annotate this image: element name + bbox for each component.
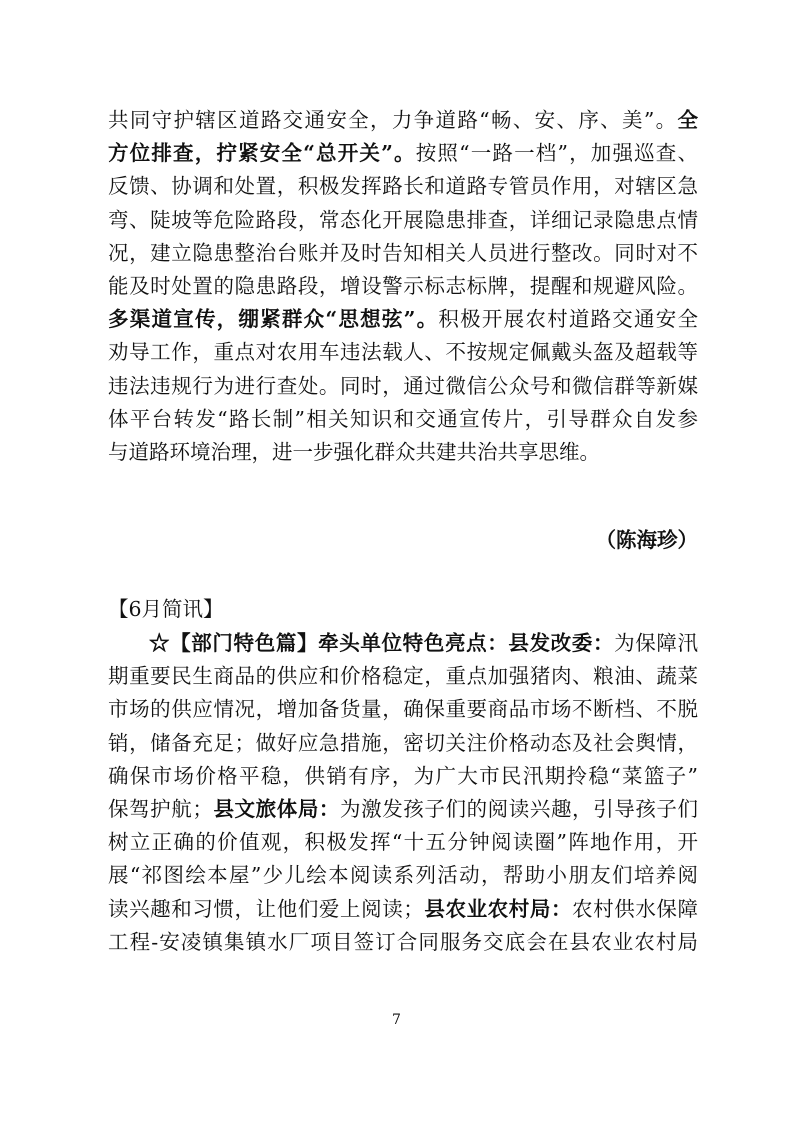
text-line: 多渠道宣传，绷紧群众“思想弦”。积极开展农村道路交通安全	[108, 307, 698, 332]
text-line: 违法违规行为进行查处。同时，通过微信公众号和微信群等新媒	[108, 373, 698, 398]
author-signature: （陈海珍）	[595, 528, 698, 552]
text-line: 确保市场价格平稳，供销有序，为广大市民汛期拎稳“菜篮子”	[108, 763, 698, 788]
text-line: 方位排查，拧紧安全“总开关”。按照“一路一档”，加强巡查、	[108, 141, 698, 166]
text-line: 期重要民生商品的供应和价格稳定，重点加强猪肉、粮油、蔬菜	[108, 664, 698, 689]
text-line: 与道路环境治理，进一步强化群众共建共治共享思维。	[108, 439, 600, 464]
text-line: 保驾护航；县文旅体局：为激发孩子们的阅读兴趣，引导孩子们	[108, 796, 698, 821]
text-line: 市场的供应情况，增加备货量，确保重要商品市场不断档、不脱	[108, 697, 698, 722]
text-line: ☆【部门特色篇】牵头单位特色亮点：县发改委：为保障汛	[149, 631, 698, 655]
text-line: 销，储备充足；做好应急措施，密切关注价格动态及社会舆情，	[108, 730, 698, 755]
text-line: 况，建立隐患整治台账并及时告知相关人员进行整改。同时对不	[108, 240, 698, 265]
text-line: 工程-安凌镇集镇水厂项目签订合同服务交底会在县农业农村局	[108, 929, 698, 954]
text-line: 弯、陡坡等危险路段，常态化开展隐患排查，详细记录隐患点情	[108, 207, 698, 232]
text-line: 共同守护辖区道路交通安全，力争道路“畅、安、序、美”。全	[108, 108, 698, 132]
text-line: 能及时处置的隐患路段，增设警示标志标牌，提醒和规避风险。	[108, 273, 698, 298]
section-title: 【6月简讯】	[108, 597, 224, 621]
text-line: 反馈、协调和处置，积极发挥路长和道路专管员作用，对辖区急	[108, 174, 698, 199]
paragraph-road-safety	[108, 104, 698, 469]
text-line: 树立正确的价值观，积极发挥“十五分钟阅读圈”阵地作用，开	[108, 830, 698, 855]
page-number: 7	[392, 1012, 401, 1028]
text-line: 劝导工作，重点对农用车违法载人、不按规定佩戴头盔及超载等	[108, 340, 698, 365]
text-line: 体平台转发“路长制”相关知识和交通宣传片，引导群众自发参	[108, 406, 698, 431]
text-line: 读兴趣和习惯，让他们爱上阅读；县农业农村局：农村供水保障	[108, 896, 698, 921]
text-line: 展“祁图绘本屋”少儿绘本阅读系列活动，帮助小朋友们培养阅	[108, 863, 698, 888]
paragraph-june-briefing	[108, 627, 698, 959]
